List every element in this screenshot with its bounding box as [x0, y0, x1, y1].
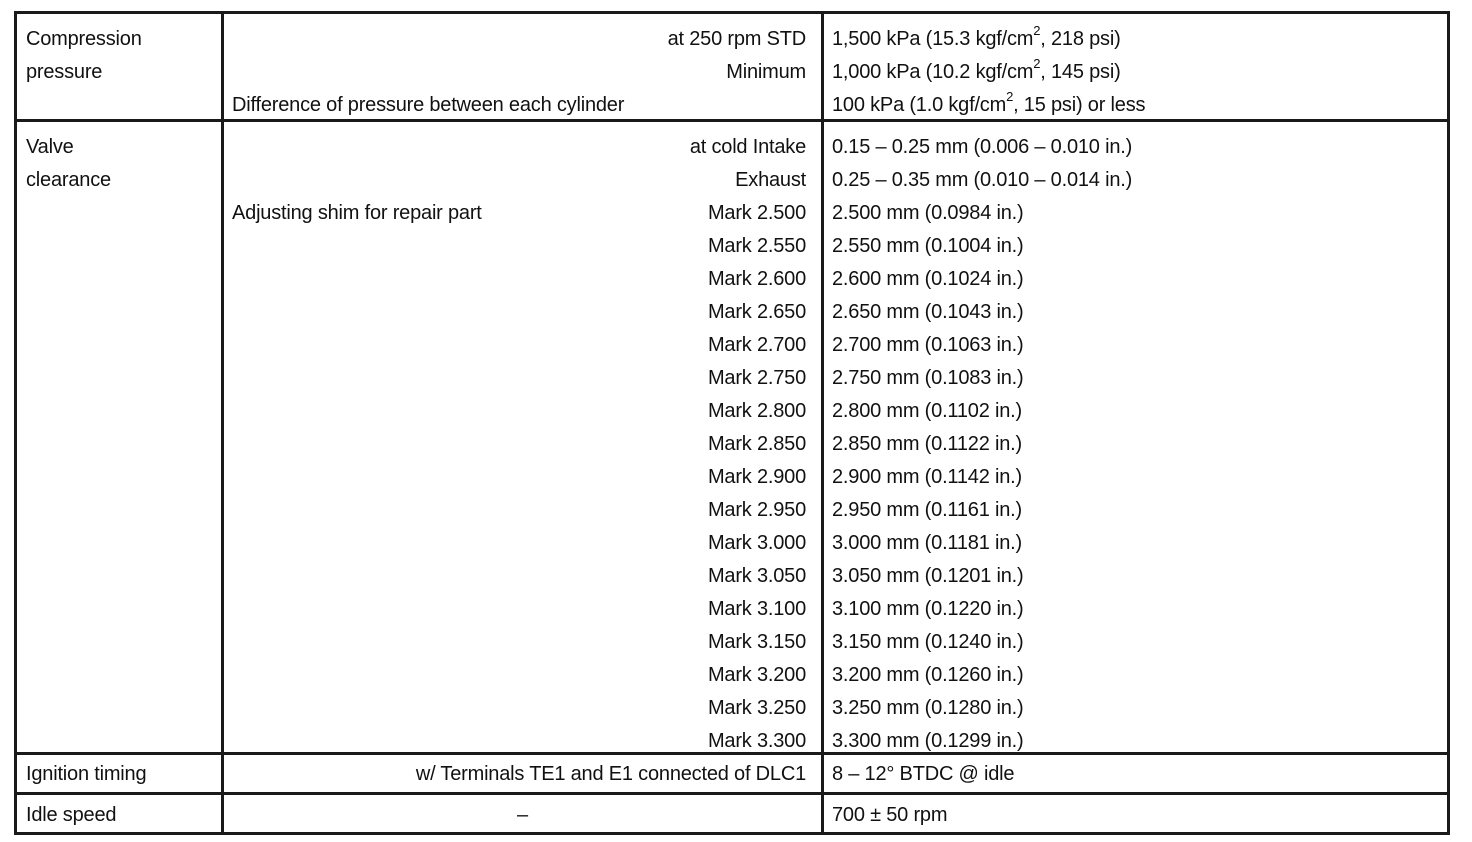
shim-mark: Mark 2.800	[707, 400, 806, 422]
shim-value: 3.100 mm (0.1220 in.)	[832, 598, 1024, 620]
valve-clearance-section	[17, 122, 1447, 755]
shim-mark: Mark 3.300	[707, 730, 806, 752]
shim-value: 3.000 mm (0.1181 in.)	[832, 532, 1022, 554]
shim-value: 2.550 mm (0.1004 in.)	[832, 235, 1024, 257]
shim-value: 3.200 mm (0.1260 in.)	[832, 664, 1024, 686]
shim-value: 2.850 mm (0.1122 in.)	[832, 433, 1022, 455]
spec-table	[14, 11, 1450, 835]
column-divider	[221, 14, 224, 119]
column-divider	[821, 755, 824, 792]
compression-label-line1: Compression	[26, 28, 142, 50]
valve-label-line1: Valve	[26, 136, 74, 158]
shim-value: 2.750 mm (0.1083 in.)	[832, 367, 1024, 389]
compression-diff-value: 100 kPa (1.0 kgf/$cm^2$, 15 psi) or less	[832, 89, 1146, 116]
ignition-label: Ignition timing	[26, 763, 147, 785]
shim-mark: Mark 2.500	[707, 202, 806, 224]
valve-intake-condition: at cold Intake	[689, 136, 806, 158]
idle-label: Idle speed	[26, 804, 117, 826]
shim-value: 3.250 mm (0.1280 in.)	[832, 697, 1024, 719]
shim-mark: Mark 2.950	[707, 499, 806, 521]
shim-value: 2.800 mm (0.1102 in.)	[832, 400, 1022, 422]
shim-mark: Mark 2.850	[707, 433, 806, 455]
shim-mark: Mark 2.550	[707, 235, 806, 257]
compression-label-line2: pressure	[26, 61, 103, 83]
compression-min-value: 1,000 kPa (10.2 kgf/$cm^2$, 145 psi)	[832, 56, 1121, 83]
column-divider	[221, 122, 224, 752]
idle-condition: –	[517, 804, 528, 826]
ignition-value: 8 – 12° BTDC @ idle	[832, 763, 1015, 785]
valve-exhaust-value: 0.25 – 0.35 mm (0.010 – 0.014 in.)	[832, 169, 1133, 191]
shim-value: 2.950 mm (0.1161 in.)	[832, 499, 1022, 521]
ignition-condition: w/ Terminals TE1 and E1 connected of DLC1	[415, 763, 806, 785]
shim-mark: Mark 2.650	[707, 301, 806, 323]
shim-value: 3.150 mm (0.1240 in.)	[832, 631, 1024, 653]
shim-label: Adjusting shim for repair part	[232, 202, 482, 224]
ignition-section	[17, 755, 1447, 795]
column-divider	[821, 122, 824, 752]
compression-diff-condition: Difference of pressure between each cylinder	[232, 94, 625, 116]
valve-label-line2: clearance	[26, 169, 111, 191]
shim-mark: Mark 3.000	[707, 532, 806, 554]
shim-mark: Mark 3.150	[707, 631, 806, 653]
compression-std-condition: at 250 rpm STD	[667, 28, 806, 50]
valve-intake-value: 0.15 – 0.25 mm (0.006 – 0.010 in.)	[832, 136, 1133, 158]
shim-mark: Mark 3.200	[707, 664, 806, 686]
shim-mark: Mark 2.700	[707, 334, 806, 356]
shim-value: 3.300 mm (0.1299 in.)	[832, 730, 1024, 752]
shim-mark: Mark 2.600	[707, 268, 806, 290]
column-divider	[821, 795, 824, 832]
valve-exhaust-condition: Exhaust	[735, 169, 806, 191]
compression-section	[17, 14, 1447, 122]
shim-value: 3.050 mm (0.1201 in.)	[832, 565, 1024, 587]
compression-std-value: 1,500 kPa (15.3 kgf/$cm^2$, 218 psi)	[832, 23, 1121, 50]
shim-value: 2.700 mm (0.1063 in.)	[832, 334, 1024, 356]
column-divider	[221, 755, 224, 792]
shim-value: 2.650 mm (0.1043 in.)	[832, 301, 1024, 323]
shim-mark: Mark 3.250	[707, 697, 806, 719]
shim-mark: Mark 3.050	[707, 565, 806, 587]
idle-section	[17, 795, 1447, 832]
shim-mark: Mark 2.750	[707, 367, 806, 389]
shim-value: 2.500 mm (0.0984 in.)	[832, 202, 1024, 224]
shim-mark: Mark 2.900	[707, 466, 806, 488]
column-divider	[821, 14, 824, 119]
compression-min-condition: Minimum	[726, 61, 806, 83]
shim-value: 2.600 mm (0.1024 in.)	[832, 268, 1024, 290]
shim-value: 2.900 mm (0.1142 in.)	[832, 466, 1022, 488]
idle-value: 700 ± 50 rpm	[832, 804, 948, 826]
shim-mark: Mark 3.100	[707, 598, 806, 620]
